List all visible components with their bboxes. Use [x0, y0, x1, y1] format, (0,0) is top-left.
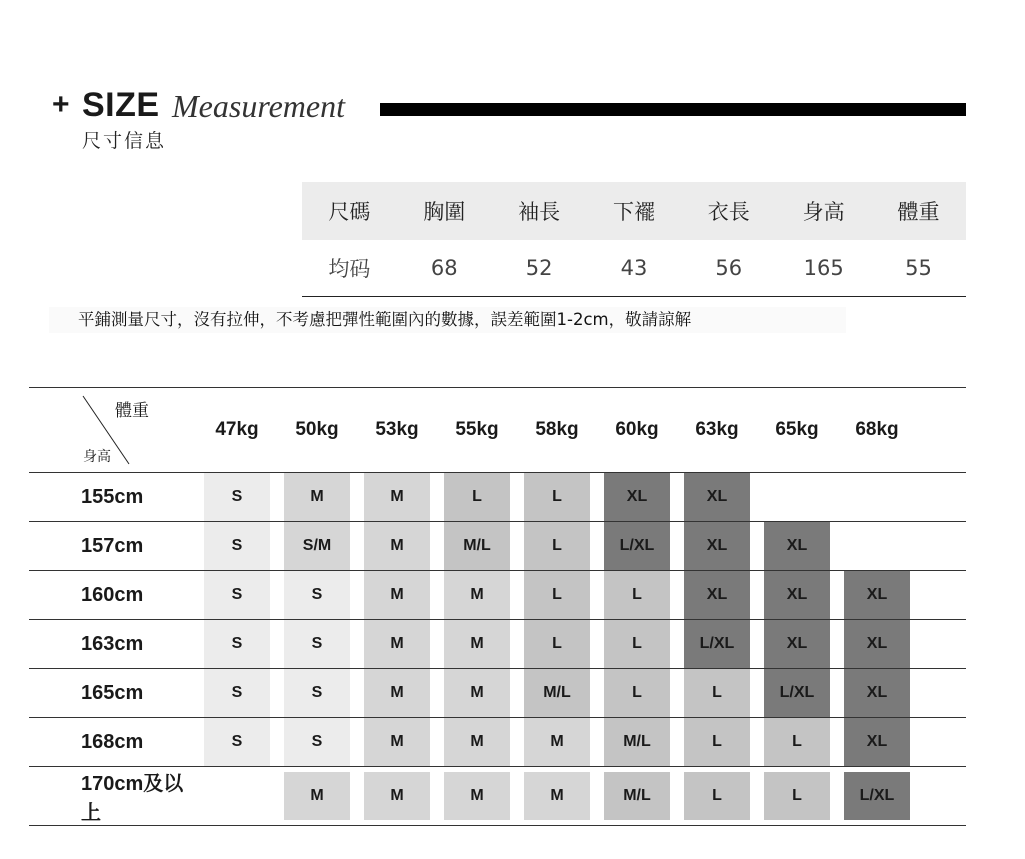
measurement-title: Measurement — [172, 88, 345, 124]
measurement-value-cell: 52 — [492, 240, 587, 297]
size-value: M — [444, 772, 510, 820]
size-cell — [517, 767, 597, 826]
measurement-header-cell: 下襬 — [587, 182, 682, 240]
size-value: M — [364, 669, 430, 717]
size-cell — [597, 620, 677, 669]
weight-header: 58kg — [517, 388, 597, 473]
measurement-header-cell: 體重 — [871, 182, 966, 240]
size-value: M — [444, 571, 510, 619]
size-value: S — [284, 620, 350, 668]
size-value: M/L — [524, 669, 590, 717]
header-divider-bar — [380, 103, 966, 116]
size-value: S — [204, 620, 270, 668]
size-value: XL — [684, 522, 750, 570]
size-header — [52, 86, 972, 152]
size-chart-row — [29, 571, 966, 620]
height-label: 157cm — [29, 522, 197, 571]
size-chart-header-row — [29, 388, 966, 473]
size-cell — [597, 669, 677, 718]
size-value: M — [444, 620, 510, 668]
size-cell — [197, 718, 277, 767]
size-chart-row — [29, 620, 966, 669]
measurement-note — [49, 307, 846, 333]
size-cell — [357, 620, 437, 669]
size-cell — [597, 767, 677, 826]
size-cell — [357, 669, 437, 718]
size-cell — [597, 473, 677, 522]
size-value: M — [364, 718, 430, 766]
size-value: L/XL — [684, 620, 750, 668]
size-value: L — [684, 718, 750, 766]
row-spacer — [917, 571, 966, 620]
size-value: XL — [764, 571, 830, 619]
size-cell — [277, 473, 357, 522]
size-cell — [757, 669, 837, 718]
size-value: M — [524, 772, 590, 820]
size-value: XL — [684, 571, 750, 619]
size-value: XL — [684, 473, 750, 521]
row-spacer — [917, 620, 966, 669]
size-cell — [437, 522, 517, 571]
size-cell — [837, 473, 917, 522]
size-cell — [517, 473, 597, 522]
size-value: M — [364, 620, 430, 668]
size-cell — [597, 522, 677, 571]
size-chart-row — [29, 669, 966, 718]
size-chart-body — [29, 473, 966, 826]
size-value: M — [284, 772, 350, 820]
size-cell — [677, 620, 757, 669]
size-cell — [677, 767, 757, 826]
size-cell — [517, 669, 597, 718]
size-value: L — [524, 620, 590, 668]
size-cell — [837, 571, 917, 620]
size-value: XL — [764, 620, 830, 668]
row-spacer — [917, 522, 966, 571]
size-title: SIZE — [82, 86, 160, 124]
size-cell — [837, 669, 917, 718]
size-cell — [197, 522, 277, 571]
size-value: XL — [844, 620, 910, 668]
size-value: XL — [604, 473, 670, 521]
size-cell — [197, 620, 277, 669]
size-value: XL — [844, 718, 910, 766]
size-chart-corner — [29, 388, 197, 473]
size-cell — [437, 718, 517, 767]
size-cell — [357, 473, 437, 522]
size-chart-row — [29, 522, 966, 571]
size-value: S — [204, 522, 270, 570]
height-label: 170cm及以上 — [29, 767, 197, 826]
weight-header: 47kg — [197, 388, 277, 473]
size-value: M/L — [604, 772, 670, 820]
weight-header: 65kg — [757, 388, 837, 473]
size-value: L — [444, 473, 510, 521]
size-cell — [757, 620, 837, 669]
size-cell — [757, 571, 837, 620]
size-cell — [437, 767, 517, 826]
measurement-header-cell: 胸圍 — [397, 182, 492, 240]
size-value: XL — [844, 571, 910, 619]
measurement-value-cell: 68 — [397, 240, 492, 297]
size-cell — [357, 767, 437, 826]
size-value: S — [204, 669, 270, 717]
size-value: M/L — [444, 522, 510, 570]
size-chart-row — [29, 473, 966, 522]
size-cell — [757, 718, 837, 767]
size-cell — [757, 767, 837, 826]
size-cell — [277, 718, 357, 767]
size-cell — [277, 522, 357, 571]
size-value: S/M — [284, 522, 350, 570]
height-label: 155cm — [29, 473, 197, 522]
row-spacer — [917, 473, 966, 522]
size-cell — [437, 571, 517, 620]
measurement-table — [302, 182, 966, 297]
size-value: L — [764, 772, 830, 820]
header-subtitle: 尺寸信息 — [82, 130, 167, 152]
size-cell — [357, 571, 437, 620]
height-label: 163cm — [29, 620, 197, 669]
size-cell — [757, 473, 837, 522]
weight-header: 55kg — [437, 388, 517, 473]
size-cell — [357, 718, 437, 767]
size-cell — [197, 473, 277, 522]
size-value: M — [444, 669, 510, 717]
size-cell — [837, 718, 917, 767]
size-cell — [517, 571, 597, 620]
size-value: L — [604, 620, 670, 668]
measurement-value-cell: 55 — [871, 240, 966, 297]
size-value: S — [284, 669, 350, 717]
height-label: 168cm — [29, 718, 197, 767]
measurement-header-row — [302, 182, 966, 240]
size-value: S — [204, 718, 270, 766]
size-value: L/XL — [764, 669, 830, 717]
size-cell — [197, 767, 277, 826]
size-value: S — [284, 718, 350, 766]
size-value: XL — [764, 522, 830, 570]
size-value: S — [204, 571, 270, 619]
size-cell — [437, 620, 517, 669]
size-cell — [837, 522, 917, 571]
size-cell — [597, 718, 677, 767]
size-value: M — [364, 522, 430, 570]
size-cell — [677, 669, 757, 718]
size-value: L — [604, 669, 670, 717]
size-cell — [197, 669, 277, 718]
size-cell — [517, 620, 597, 669]
corner-height-label: 身高 — [83, 449, 111, 465]
measurement-value-row — [302, 240, 966, 297]
measurement-value-cell: 43 — [587, 240, 682, 297]
size-value: L — [764, 718, 830, 766]
measurement-value-cell: 165 — [776, 240, 871, 297]
size-value: L — [524, 522, 590, 570]
size-cell — [677, 571, 757, 620]
size-value: M — [284, 473, 350, 521]
size-value: M — [444, 718, 510, 766]
size-cell — [597, 571, 677, 620]
size-cell — [437, 473, 517, 522]
size-value: M — [364, 473, 430, 521]
size-value: S — [204, 473, 270, 521]
size-value: S — [284, 571, 350, 619]
weight-header: 68kg — [837, 388, 917, 473]
size-value: M — [364, 772, 430, 820]
size-value: L — [524, 473, 590, 521]
corner-weight-label: 體重 — [115, 401, 149, 421]
size-cell — [757, 522, 837, 571]
height-label: 165cm — [29, 669, 197, 718]
size-value: L — [684, 772, 750, 820]
size-cell — [837, 620, 917, 669]
size-value: L/XL — [844, 772, 910, 820]
measurement-header-cell: 身高 — [776, 182, 871, 240]
measurement-header-cell: 袖長 — [492, 182, 587, 240]
size-cell — [277, 767, 357, 826]
size-cell — [517, 522, 597, 571]
header-spacer — [917, 388, 966, 473]
size-value: M — [364, 571, 430, 619]
measurement-value-cell: 均码 — [302, 240, 397, 297]
measurement-header-cell: 尺碼 — [302, 182, 397, 240]
size-cell — [357, 522, 437, 571]
size-value: L — [524, 571, 590, 619]
size-value: L/XL — [604, 522, 670, 570]
size-cell — [437, 669, 517, 718]
size-value: L — [604, 571, 670, 619]
measurement-header-cell: 衣長 — [681, 182, 776, 240]
weight-header: 60kg — [597, 388, 677, 473]
size-cell — [677, 718, 757, 767]
size-cell — [277, 620, 357, 669]
size-value: XL — [844, 669, 910, 717]
row-spacer — [917, 767, 966, 826]
size-cell — [517, 718, 597, 767]
size-cell — [677, 473, 757, 522]
weight-header: 63kg — [677, 388, 757, 473]
weight-header: 50kg — [277, 388, 357, 473]
size-chart-table — [29, 387, 966, 826]
row-spacer — [917, 718, 966, 767]
size-chart-row — [29, 767, 966, 826]
size-value: L — [684, 669, 750, 717]
plus-icon: + — [52, 88, 70, 121]
size-cell — [197, 571, 277, 620]
measurement-value-cell: 56 — [681, 240, 776, 297]
row-spacer — [917, 669, 966, 718]
size-cell — [837, 767, 917, 826]
size-value: M/L — [604, 718, 670, 766]
height-label: 160cm — [29, 571, 197, 620]
size-cell — [277, 571, 357, 620]
weight-header: 53kg — [357, 388, 437, 473]
measurement-note-text: 平鋪測量尺寸，沒有拉伸，不考慮把彈性範圍內的數據，誤差範圍1-2cm，敬請諒解 — [78, 310, 692, 329]
size-cell — [277, 669, 357, 718]
size-cell — [677, 522, 757, 571]
size-value: M — [524, 718, 590, 766]
size-chart-row — [29, 718, 966, 767]
